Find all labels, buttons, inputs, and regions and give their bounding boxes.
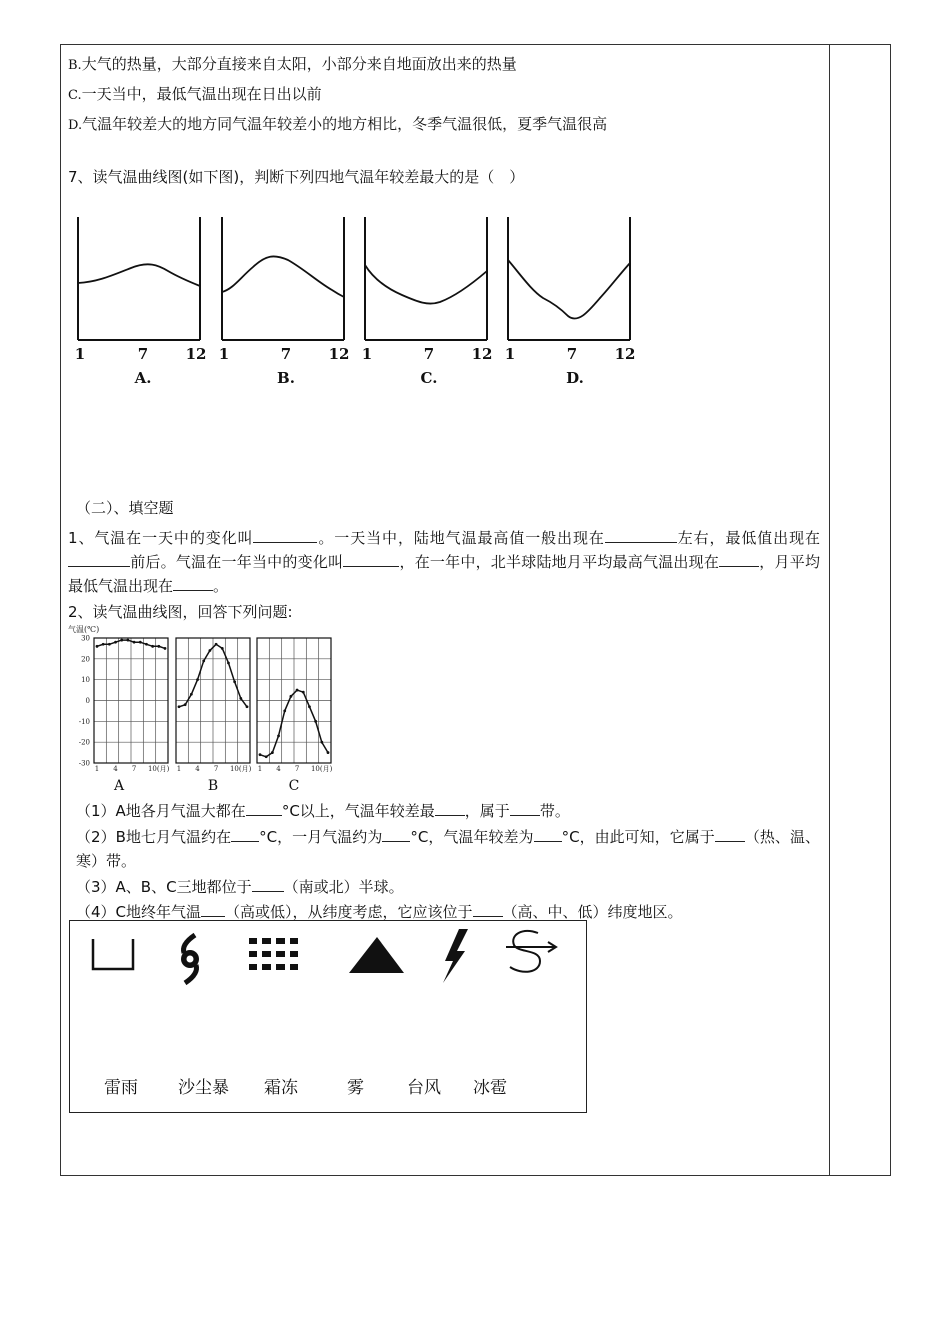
data-point — [271, 751, 274, 754]
q7-c-tick-12: 12 — [471, 345, 493, 363]
q7-label-c: C. — [420, 369, 438, 387]
sub-question-1: （1）A地各月气温大都在 °C以上，气温年较差最 ，属于 带。 — [76, 802, 570, 820]
option-c — [68, 84, 322, 106]
y-tick-label: -10 — [78, 717, 90, 726]
option-d-text: 气温年较差大的地方同气温年较差小的地方相比，冬季气温很低，夏季气温很高 — [82, 115, 608, 133]
x-tick-label: 4 — [276, 765, 281, 773]
data-point — [202, 660, 205, 663]
x-tick-label: 1 — [94, 765, 100, 773]
data-point — [215, 643, 218, 646]
q7-a-tick-7: 7 — [137, 345, 149, 363]
y-tick-label: 30 — [81, 634, 90, 643]
data-point — [157, 645, 160, 648]
option-c-text: 一天当中，最低气温出现在日出以前 — [81, 85, 322, 103]
data-point — [145, 643, 148, 646]
typhoon-symbol-icon — [181, 935, 199, 983]
blank-s4-2[interactable] — [473, 901, 503, 917]
sub-question-3: （3）A、B、C三地都位于 （南或北）半球。 — [76, 878, 404, 896]
x-tick-label: 1 — [176, 765, 182, 773]
data-point — [133, 641, 136, 644]
data-point — [265, 755, 268, 758]
y-tick-label: 20 — [81, 655, 90, 664]
blank-1[interactable] — [253, 527, 317, 543]
weather-symbol-box — [69, 920, 587, 1113]
panel-label-b: B — [207, 778, 219, 794]
data-point — [178, 705, 181, 708]
data-point — [221, 647, 224, 650]
q7-label-a: A. — [134, 369, 152, 387]
y-tick-label: 10 — [81, 676, 90, 685]
data-point — [296, 689, 299, 692]
data-point — [259, 753, 262, 756]
sandstorm-symbol-icon — [506, 931, 556, 972]
q7-b-tick-1: 1 — [218, 345, 230, 363]
q7-c-tick-7: 7 — [423, 345, 435, 363]
data-point — [239, 697, 242, 700]
data-point — [196, 678, 199, 681]
frost-symbol-icon — [93, 939, 133, 969]
x-tick-label: 10(月) — [229, 765, 252, 773]
data-point — [320, 741, 323, 744]
q7-label-b: B. — [277, 369, 295, 387]
blank-4[interactable] — [343, 551, 399, 567]
data-point — [314, 720, 317, 723]
x-tick-label: 7 — [131, 765, 137, 773]
data-point — [302, 691, 305, 694]
y-axis-title: 气温(℃) — [68, 625, 100, 634]
q7-a-tick-1: 1 — [74, 345, 86, 363]
sub-question-4: （4）C地终年气温 （高或低），从纬度考虑，它应该位于 （高、中、低）纬度地区。 — [76, 903, 683, 921]
curve-c — [365, 265, 487, 304]
section-fill-blank-title: （二）、填空题 — [76, 499, 174, 517]
x-tick-label: 1 — [257, 765, 263, 773]
data-point — [127, 639, 130, 642]
legend-label: 雷雨 — [104, 1078, 138, 1098]
sub-question-2: （2）B地七月气温约在 °C，一月气温约为 °C，气温年较差为 °C，由此可知，它属于 （热、温、寒）带。 — [76, 828, 820, 870]
panel-label-a: A — [113, 778, 125, 794]
data-point — [108, 643, 111, 646]
data-point — [151, 645, 154, 648]
y-tick-label: -30 — [78, 759, 90, 768]
data-point — [283, 710, 286, 713]
blank-s2-3[interactable] — [534, 826, 562, 842]
legend-label: 冰雹 — [473, 1078, 507, 1098]
blank-s3-1[interactable] — [252, 876, 284, 892]
data-point — [184, 703, 187, 706]
blank-2[interactable] — [605, 527, 677, 543]
q7-c-tick-1: 1 — [361, 345, 373, 363]
q7-d-tick-12: 12 — [614, 345, 636, 363]
fill-question-2: 2、读气温曲线图，回答下列问题: — [68, 603, 293, 621]
q7-d-tick-1: 1 — [504, 345, 516, 363]
blank-s2-1[interactable] — [231, 826, 259, 842]
legend-label: 沙尘暴 — [178, 1078, 229, 1098]
blank-s2-2[interactable] — [382, 826, 410, 842]
option-c-letter: C. — [68, 88, 82, 103]
x-tick-label: 4 — [195, 765, 200, 773]
data-point — [246, 705, 249, 708]
legend-label: 台风 — [407, 1078, 441, 1098]
data-point — [233, 680, 236, 683]
blank-3[interactable] — [68, 551, 130, 567]
blank-s4-1[interactable] — [201, 901, 225, 917]
x-tick-label: 10(月) — [310, 765, 333, 773]
fog-symbol-icon — [249, 938, 298, 970]
x-tick-label: 7 — [294, 765, 300, 773]
q7-temperature-curves-figure — [68, 212, 640, 390]
legend-label: 雾 — [347, 1078, 364, 1098]
curve-d — [508, 260, 630, 319]
blank-s2-4[interactable] — [715, 826, 745, 842]
blank-s1-2[interactable] — [435, 800, 465, 816]
column-divider — [829, 45, 830, 1175]
data-point — [227, 662, 230, 665]
q7-b-tick-7: 7 — [280, 345, 292, 363]
x-tick-label: 7 — [213, 765, 219, 773]
abc-temperature-chart — [66, 622, 346, 794]
curve-a — [78, 264, 200, 286]
blank-6[interactable] — [173, 575, 213, 591]
data-point — [96, 645, 99, 648]
option-b — [68, 54, 517, 76]
data-point — [209, 649, 212, 652]
data-point — [114, 641, 117, 644]
question-7: 7、读气温曲线图(如下图)，判断下列四地气温年较差最大的是（ ） — [68, 168, 525, 186]
data-point — [277, 735, 280, 738]
curve-b — [222, 256, 344, 297]
option-b-letter: B. — [68, 58, 82, 73]
option-d — [68, 114, 607, 136]
thunderstorm-symbol-icon — [443, 929, 468, 983]
blank-s1-1[interactable] — [246, 800, 282, 816]
data-point — [139, 641, 142, 644]
data-point — [327, 751, 330, 754]
option-b-text: 大气的热量，大部分直接来自太阳，小部分来自地面放出来的热量 — [81, 55, 517, 73]
q7-b-tick-12: 12 — [328, 345, 350, 363]
data-point — [308, 705, 311, 708]
q7-a-tick-12: 12 — [185, 345, 207, 363]
q7-d-tick-7: 7 — [566, 345, 578, 363]
x-tick-label: 10(月) — [147, 765, 170, 773]
x-tick-label: 4 — [113, 765, 118, 773]
q7-label-d: D. — [566, 369, 584, 387]
data-point — [164, 647, 167, 650]
legend-label: 霜冻 — [264, 1078, 298, 1098]
option-d-letter: D. — [68, 118, 83, 133]
blank-s1-3[interactable] — [510, 800, 540, 816]
blank-5[interactable] — [719, 551, 759, 567]
hail-symbol-icon — [349, 937, 404, 973]
data-point — [102, 643, 105, 646]
data-point — [290, 695, 293, 698]
y-tick-label: 0 — [85, 697, 90, 705]
fill-question-1: 1、气温在一天中的变化叫 。一天当中，陆地气温最高值一般出现在 左右，最低值出现在前后。气温在一年当中的变化叫 ，在一年中，北半球陆地月平均最高气温出现在 ，月平均最低气温出现在 。 — [68, 529, 820, 595]
y-tick-label: -20 — [78, 738, 90, 747]
data-point — [190, 693, 193, 696]
data-point — [120, 639, 123, 642]
panel-label-c: C — [288, 778, 300, 794]
